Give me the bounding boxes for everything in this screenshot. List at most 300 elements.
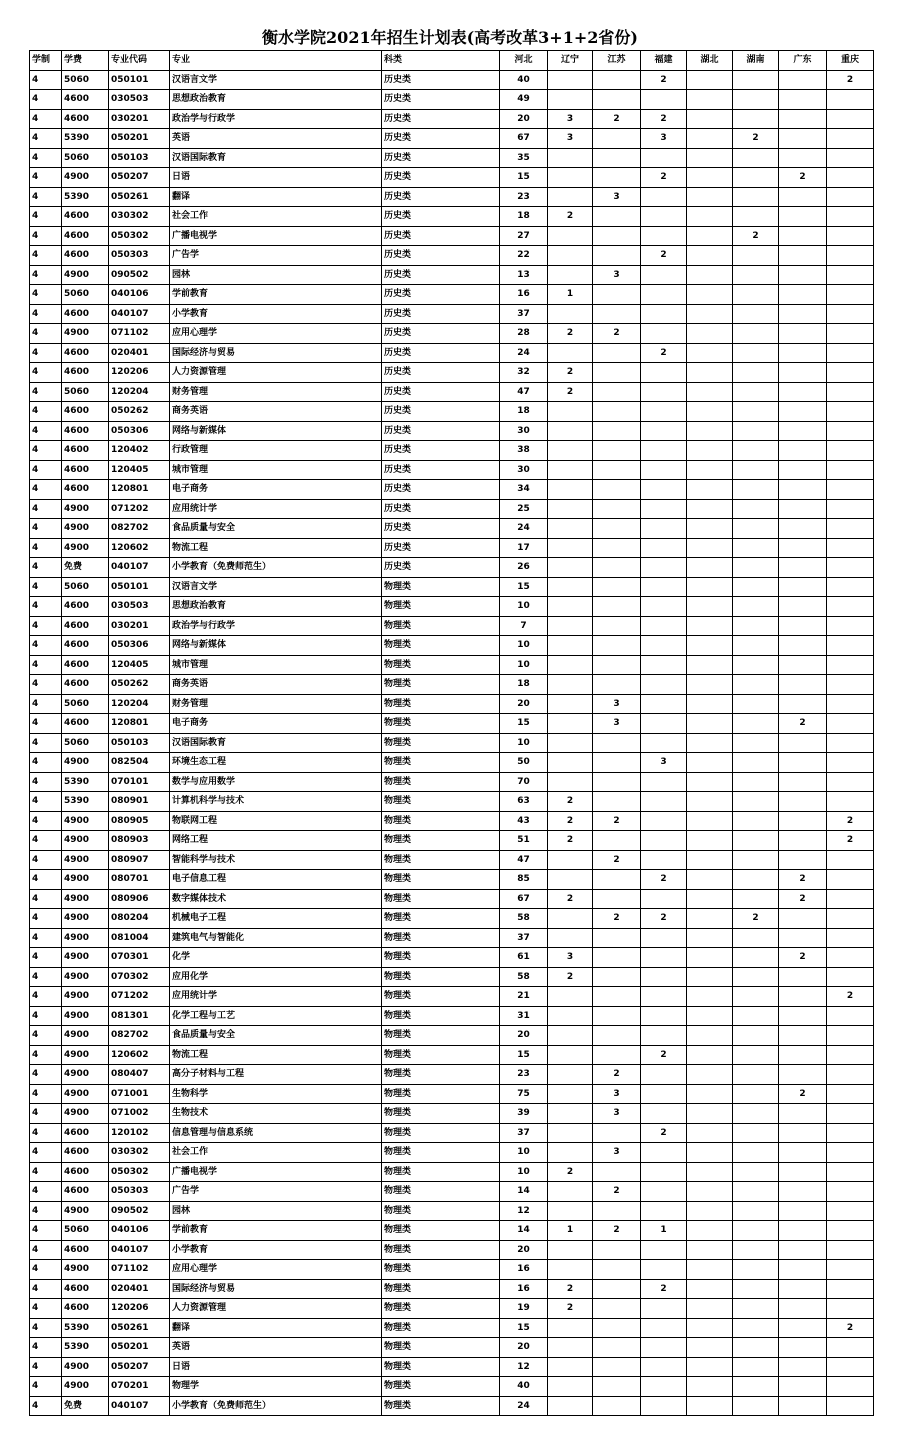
- cell-hunan: [733, 207, 779, 227]
- cell-chongqing: [827, 850, 874, 870]
- cell-hubei: [687, 967, 733, 987]
- cell-major-code: 071202: [109, 499, 170, 519]
- cell-hubei: [687, 129, 733, 149]
- cell-liaoning: [548, 753, 593, 773]
- cell-hebei: 20: [500, 1026, 548, 1046]
- cell-category: 历史类: [382, 363, 500, 383]
- cell-major-code: 050262: [109, 402, 170, 422]
- cell-chongqing: [827, 246, 874, 266]
- cell-fujian: [641, 811, 687, 831]
- cell-tuition: 4600: [62, 441, 109, 461]
- cell-chongqing: [827, 304, 874, 324]
- cell-liaoning: [548, 1006, 593, 1026]
- column-header-liaoning: 辽宁: [548, 51, 593, 71]
- cell-fujian: [641, 1396, 687, 1416]
- cell-hebei: 34: [500, 480, 548, 500]
- cell-guangdong: [779, 1318, 827, 1338]
- table-row: [30, 694, 874, 714]
- cell-liaoning: [548, 246, 593, 266]
- cell-guangdong: [779, 246, 827, 266]
- cell-liaoning: [548, 1240, 593, 1260]
- cell-guangdong: [779, 1065, 827, 1085]
- cell-tuition: 4900: [62, 168, 109, 188]
- table-row: [30, 753, 874, 773]
- cell-fujian: 2: [641, 168, 687, 188]
- cell-tuition: 5390: [62, 792, 109, 812]
- cell-hubei: [687, 1006, 733, 1026]
- cell-major-code: 080907: [109, 850, 170, 870]
- cell-jiangsu: 3: [593, 265, 641, 285]
- cell-major-code: 080905: [109, 811, 170, 831]
- cell-tuition: 5390: [62, 129, 109, 149]
- cell-category: 物理类: [382, 811, 500, 831]
- cell-hebei: 47: [500, 382, 548, 402]
- cell-category: 历史类: [382, 285, 500, 305]
- table-row: [30, 909, 874, 929]
- cell-hunan: [733, 90, 779, 110]
- cell-major-code: 071202: [109, 987, 170, 1007]
- cell-tuition: 4600: [62, 226, 109, 246]
- cell-jiangsu: [593, 772, 641, 792]
- cell-chongqing: 2: [827, 831, 874, 851]
- cell-category: 物理类: [382, 577, 500, 597]
- cell-category: 历史类: [382, 168, 500, 188]
- cell-major: 小学教育: [170, 304, 382, 324]
- cell-hunan: [733, 499, 779, 519]
- cell-tuition: 4600: [62, 460, 109, 480]
- cell-major-code: 120801: [109, 480, 170, 500]
- cell-fujian: [641, 1240, 687, 1260]
- cell-major: 生物技术: [170, 1104, 382, 1124]
- cell-chongqing: [827, 1045, 874, 1065]
- cell-fujian: [641, 597, 687, 617]
- cell-hunan: [733, 948, 779, 968]
- cell-chongqing: [827, 441, 874, 461]
- cell-tuition: 5390: [62, 1318, 109, 1338]
- cell-chongqing: [827, 1201, 874, 1221]
- cell-liaoning: [548, 616, 593, 636]
- cell-jiangsu: [593, 792, 641, 812]
- cell-liaoning: [548, 1357, 593, 1377]
- cell-hubei: [687, 694, 733, 714]
- cell-guangdong: [779, 1182, 827, 1202]
- cell-hunan: [733, 421, 779, 441]
- cell-category: 物理类: [382, 909, 500, 929]
- cell-duration: 4: [30, 285, 62, 305]
- cell-hubei: [687, 1201, 733, 1221]
- cell-duration: 4: [30, 1279, 62, 1299]
- cell-chongqing: [827, 636, 874, 656]
- cell-tuition: 4900: [62, 1065, 109, 1085]
- cell-category: 物理类: [382, 889, 500, 909]
- cell-category: 物理类: [382, 1338, 500, 1358]
- cell-jiangsu: [593, 129, 641, 149]
- cell-guangdong: [779, 285, 827, 305]
- column-header-chongqing: 重庆: [827, 51, 874, 71]
- cell-chongqing: 2: [827, 70, 874, 90]
- cell-hunan: [733, 1357, 779, 1377]
- cell-major-code: 080901: [109, 792, 170, 812]
- cell-major-code: 120204: [109, 694, 170, 714]
- cell-hunan: [733, 1279, 779, 1299]
- cell-duration: 4: [30, 577, 62, 597]
- cell-major: 日语: [170, 168, 382, 188]
- cell-guangdong: [779, 304, 827, 324]
- table-row: [30, 792, 874, 812]
- cell-guangdong: [779, 1396, 827, 1416]
- cell-liaoning: [548, 1201, 593, 1221]
- table-row: [30, 129, 874, 149]
- cell-hebei: 35: [500, 148, 548, 168]
- cell-chongqing: [827, 538, 874, 558]
- cell-tuition: 4600: [62, 363, 109, 383]
- cell-fujian: 2: [641, 1279, 687, 1299]
- cell-hunan: [733, 597, 779, 617]
- cell-major: 应用统计学: [170, 987, 382, 1007]
- cell-hunan: [733, 889, 779, 909]
- cell-category: 物理类: [382, 1396, 500, 1416]
- cell-chongqing: [827, 148, 874, 168]
- cell-chongqing: [827, 1396, 874, 1416]
- cell-category: 物理类: [382, 655, 500, 675]
- cell-fujian: [641, 636, 687, 656]
- cell-hubei: [687, 70, 733, 90]
- cell-duration: 4: [30, 538, 62, 558]
- cell-category: 历史类: [382, 148, 500, 168]
- cell-major-code: 080906: [109, 889, 170, 909]
- cell-hubei: [687, 1279, 733, 1299]
- cell-hebei: 51: [500, 831, 548, 851]
- cell-tuition: 5060: [62, 285, 109, 305]
- cell-chongqing: [827, 1182, 874, 1202]
- cell-tuition: 4900: [62, 987, 109, 1007]
- cell-major: 应用化学: [170, 967, 382, 987]
- cell-liaoning: [548, 460, 593, 480]
- cell-tuition: 4600: [62, 246, 109, 266]
- cell-major: 社会工作: [170, 1143, 382, 1163]
- cell-chongqing: 2: [827, 987, 874, 1007]
- cell-category: 历史类: [382, 460, 500, 480]
- cell-tuition: 4900: [62, 1104, 109, 1124]
- cell-major: 物理学: [170, 1377, 382, 1397]
- cell-hebei: 14: [500, 1221, 548, 1241]
- cell-fujian: [641, 675, 687, 695]
- cell-chongqing: [827, 733, 874, 753]
- cell-jiangsu: [593, 1045, 641, 1065]
- cell-chongqing: [827, 694, 874, 714]
- cell-major-code: 070201: [109, 1377, 170, 1397]
- cell-fujian: [641, 1084, 687, 1104]
- cell-hubei: [687, 1084, 733, 1104]
- cell-hebei: 40: [500, 70, 548, 90]
- cell-guangdong: [779, 597, 827, 617]
- cell-jiangsu: [593, 1162, 641, 1182]
- table-row: [30, 1065, 874, 1085]
- table-row: [30, 480, 874, 500]
- cell-major-code: 050261: [109, 187, 170, 207]
- cell-fujian: [641, 1260, 687, 1280]
- cell-liaoning: [548, 655, 593, 675]
- cell-liaoning: 2: [548, 811, 593, 831]
- cell-fujian: [641, 1357, 687, 1377]
- cell-major: 商务英语: [170, 675, 382, 695]
- cell-fujian: 2: [641, 70, 687, 90]
- cell-tuition: 4900: [62, 1260, 109, 1280]
- cell-major: 小学教育（免费师范生）: [170, 558, 382, 578]
- cell-duration: 4: [30, 1026, 62, 1046]
- cell-hebei: 24: [500, 1396, 548, 1416]
- cell-major-code: 082702: [109, 1026, 170, 1046]
- cell-duration: 4: [30, 1338, 62, 1358]
- cell-category: 历史类: [382, 499, 500, 519]
- cell-hunan: [733, 363, 779, 383]
- cell-hebei: 27: [500, 226, 548, 246]
- cell-liaoning: [548, 1318, 593, 1338]
- cell-major: 物流工程: [170, 1045, 382, 1065]
- cell-hubei: [687, 870, 733, 890]
- cell-tuition: 4900: [62, 265, 109, 285]
- cell-liaoning: [548, 187, 593, 207]
- cell-hubei: [687, 1182, 733, 1202]
- cell-category: 物理类: [382, 772, 500, 792]
- cell-major-code: 070101: [109, 772, 170, 792]
- cell-jiangsu: [593, 538, 641, 558]
- cell-hubei: [687, 1162, 733, 1182]
- cell-liaoning: [548, 1338, 593, 1358]
- cell-hunan: [733, 402, 779, 422]
- cell-chongqing: [827, 226, 874, 246]
- cell-fujian: 3: [641, 753, 687, 773]
- cell-category: 物理类: [382, 948, 500, 968]
- cell-hubei: [687, 1104, 733, 1124]
- table-row: [30, 1104, 874, 1124]
- cell-liaoning: [548, 148, 593, 168]
- cell-hubei: [687, 1318, 733, 1338]
- cell-guangdong: [779, 1026, 827, 1046]
- cell-hubei: [687, 1260, 733, 1280]
- cell-fujian: [641, 207, 687, 227]
- cell-category: 物理类: [382, 1162, 500, 1182]
- cell-hubei: [687, 987, 733, 1007]
- table-row: [30, 1143, 874, 1163]
- cell-liaoning: [548, 987, 593, 1007]
- cell-category: 物理类: [382, 870, 500, 890]
- table-row: [30, 90, 874, 110]
- cell-category: 物理类: [382, 1201, 500, 1221]
- table-row: [30, 1006, 874, 1026]
- cell-jiangsu: [593, 967, 641, 987]
- cell-category: 历史类: [382, 90, 500, 110]
- cell-liaoning: 1: [548, 285, 593, 305]
- cell-category: 历史类: [382, 265, 500, 285]
- cell-chongqing: 2: [827, 811, 874, 831]
- cell-jiangsu: [593, 597, 641, 617]
- cell-liaoning: [548, 1026, 593, 1046]
- cell-jiangsu: [593, 1318, 641, 1338]
- cell-category: 物理类: [382, 675, 500, 695]
- cell-liaoning: [548, 343, 593, 363]
- cell-major: 广播电视学: [170, 226, 382, 246]
- cell-hunan: [733, 967, 779, 987]
- cell-major-code: 071102: [109, 324, 170, 344]
- cell-major-code: 050103: [109, 148, 170, 168]
- cell-hunan: [733, 1221, 779, 1241]
- cell-major: 汉语言文学: [170, 70, 382, 90]
- cell-hubei: [687, 90, 733, 110]
- cell-major: 翻译: [170, 1318, 382, 1338]
- cell-major: 生物科学: [170, 1084, 382, 1104]
- cell-jiangsu: [593, 1260, 641, 1280]
- cell-major: 汉语国际教育: [170, 733, 382, 753]
- cell-major-code: 120602: [109, 1045, 170, 1065]
- cell-guangdong: 2: [779, 168, 827, 188]
- cell-guangdong: [779, 792, 827, 812]
- cell-hunan: [733, 460, 779, 480]
- cell-major: 政治学与行政学: [170, 616, 382, 636]
- cell-major: 英语: [170, 1338, 382, 1358]
- cell-duration: 4: [30, 324, 62, 344]
- cell-jiangsu: [593, 1299, 641, 1319]
- cell-hunan: [733, 655, 779, 675]
- cell-duration: 4: [30, 1123, 62, 1143]
- cell-hebei: 37: [500, 928, 548, 948]
- cell-major: 财务管理: [170, 382, 382, 402]
- cell-major: 人力资源管理: [170, 1299, 382, 1319]
- cell-guangdong: [779, 499, 827, 519]
- cell-hunan: [733, 987, 779, 1007]
- cell-category: 历史类: [382, 519, 500, 539]
- cell-fujian: [641, 480, 687, 500]
- cell-hunan: [733, 636, 779, 656]
- cell-guangdong: 2: [779, 714, 827, 734]
- cell-major-code: 120405: [109, 460, 170, 480]
- column-header-major-code: 专业代码: [109, 51, 170, 71]
- cell-hubei: [687, 265, 733, 285]
- cell-fujian: [641, 694, 687, 714]
- table-row: [30, 1377, 874, 1397]
- cell-hebei: 15: [500, 1318, 548, 1338]
- cell-guangdong: [779, 460, 827, 480]
- cell-jiangsu: [593, 519, 641, 539]
- cell-chongqing: [827, 265, 874, 285]
- cell-hubei: [687, 1377, 733, 1397]
- cell-chongqing: [827, 909, 874, 929]
- cell-liaoning: 1: [548, 1221, 593, 1241]
- cell-chongqing: [827, 577, 874, 597]
- cell-fujian: [641, 558, 687, 578]
- cell-hunan: [733, 1318, 779, 1338]
- cell-chongqing: [827, 753, 874, 773]
- table-row: [30, 1338, 874, 1358]
- cell-hebei: 24: [500, 343, 548, 363]
- cell-chongqing: [827, 90, 874, 110]
- cell-fujian: [641, 850, 687, 870]
- cell-liaoning: [548, 519, 593, 539]
- cell-tuition: 4600: [62, 480, 109, 500]
- cell-major-code: 050207: [109, 168, 170, 188]
- cell-jiangsu: [593, 558, 641, 578]
- cell-hunan: [733, 811, 779, 831]
- cell-guangdong: 2: [779, 1084, 827, 1104]
- cell-hunan: [733, 304, 779, 324]
- cell-fujian: [641, 1162, 687, 1182]
- cell-hubei: [687, 363, 733, 383]
- cell-chongqing: [827, 889, 874, 909]
- cell-duration: 4: [30, 1396, 62, 1416]
- cell-hunan: 2: [733, 909, 779, 929]
- cell-liaoning: 2: [548, 1162, 593, 1182]
- cell-hebei: 61: [500, 948, 548, 968]
- cell-liaoning: [548, 1143, 593, 1163]
- cell-major: 财务管理: [170, 694, 382, 714]
- cell-duration: 4: [30, 187, 62, 207]
- cell-liaoning: [548, 1260, 593, 1280]
- cell-duration: 4: [30, 811, 62, 831]
- cell-hebei: 18: [500, 675, 548, 695]
- cell-tuition: 4900: [62, 909, 109, 929]
- cell-major: 高分子材料与工程: [170, 1065, 382, 1085]
- cell-major: 建筑电气与智能化: [170, 928, 382, 948]
- cell-chongqing: [827, 382, 874, 402]
- cell-category: 历史类: [382, 402, 500, 422]
- column-header-hebei: 河北: [500, 51, 548, 71]
- cell-guangdong: [779, 616, 827, 636]
- cell-hunan: [733, 675, 779, 695]
- cell-major-code: 050201: [109, 1338, 170, 1358]
- cell-hunan: [733, 1084, 779, 1104]
- cell-major: 广告学: [170, 246, 382, 266]
- cell-tuition: 4900: [62, 948, 109, 968]
- cell-hunan: [733, 1065, 779, 1085]
- cell-hebei: 37: [500, 304, 548, 324]
- cell-major-code: 050207: [109, 1357, 170, 1377]
- cell-fujian: [641, 90, 687, 110]
- cell-hunan: [733, 558, 779, 578]
- cell-fujian: [641, 499, 687, 519]
- cell-jiangsu: [593, 168, 641, 188]
- cell-category: 历史类: [382, 421, 500, 441]
- cell-chongqing: [827, 129, 874, 149]
- cell-tuition: 4600: [62, 1299, 109, 1319]
- cell-jiangsu: 2: [593, 909, 641, 929]
- cell-fujian: [641, 382, 687, 402]
- cell-hebei: 26: [500, 558, 548, 578]
- cell-fujian: [641, 304, 687, 324]
- cell-hunan: [733, 441, 779, 461]
- cell-hebei: 85: [500, 870, 548, 890]
- cell-major-code: 040107: [109, 1396, 170, 1416]
- cell-hunan: 2: [733, 129, 779, 149]
- cell-chongqing: [827, 168, 874, 188]
- cell-guangdong: [779, 694, 827, 714]
- table-row: [30, 1162, 874, 1182]
- cell-hebei: 18: [500, 402, 548, 422]
- cell-tuition: 4900: [62, 1201, 109, 1221]
- cell-hebei: 10: [500, 636, 548, 656]
- cell-guangdong: [779, 1221, 827, 1241]
- cell-category: 历史类: [382, 226, 500, 246]
- cell-hebei: 19: [500, 1299, 548, 1319]
- cell-hebei: 31: [500, 1006, 548, 1026]
- cell-guangdong: [779, 772, 827, 792]
- cell-major-code: 080204: [109, 909, 170, 929]
- cell-major-code: 080903: [109, 831, 170, 851]
- cell-hebei: 39: [500, 1104, 548, 1124]
- cell-major-code: 081301: [109, 1006, 170, 1026]
- cell-guangdong: [779, 577, 827, 597]
- cell-guangdong: [779, 733, 827, 753]
- cell-liaoning: [548, 733, 593, 753]
